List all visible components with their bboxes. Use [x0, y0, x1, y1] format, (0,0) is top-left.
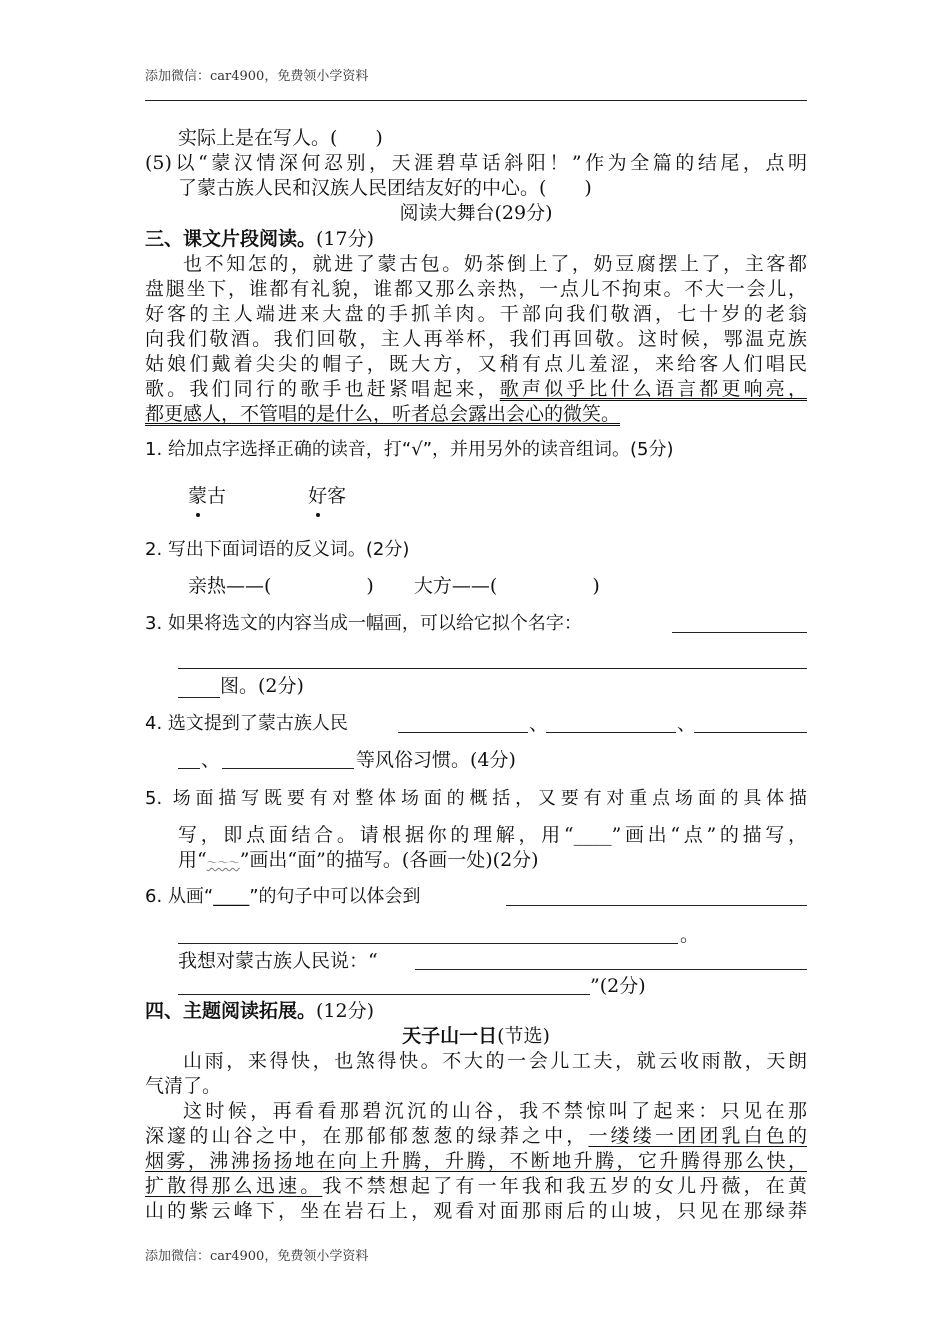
prev-line-1: 实际上是在写人。( ) — [178, 127, 383, 149]
underlined-sentence: 一缕缕一团团乳白色的 — [588, 1125, 807, 1147]
part3-text: 歌。我们同行的歌手也赶紧唱起来， — [145, 378, 500, 400]
header-watermark: 添加微信：car4900，免费领小学资料 — [145, 69, 369, 84]
answer-line[interactable] — [178, 679, 220, 698]
answer-line[interactable] — [178, 994, 590, 995]
dotted-char: 蒙 — [188, 485, 208, 507]
answer-line[interactable] — [506, 905, 807, 906]
prev-line-3: 了蒙古族人民和汉族人民团结友好的中心。( ) — [178, 177, 592, 199]
part3-title: 三、课文片段阅读。 — [145, 228, 317, 250]
q4-text: 4. 选文提到了蒙古族人民 — [145, 713, 348, 734]
article-subtitle: (节选) — [497, 1025, 550, 1047]
answer-line[interactable] — [694, 732, 807, 733]
part3-para-line-4: 向我们敬酒。我们回敬，主人再举杯，我们再回敬。这时候，鄂温克族 — [145, 328, 807, 350]
part3-para-line-3: 好客的主人端进来大盘的手抓羊肉。干部向我们敬酒，七十岁的老翁 — [145, 303, 807, 325]
antonym-blank-1[interactable]: 亲热——( ) — [188, 575, 374, 597]
q4-sep-1: 、 — [529, 713, 549, 735]
article-title — [145, 1024, 807, 1048]
part4-text: 我不禁想起了有一年我和我五岁的女儿丹薇，在黄 — [322, 1175, 807, 1197]
answer-line[interactable] — [546, 732, 676, 733]
part4-heading — [145, 999, 807, 1023]
q6-line-4-end: ”(2分) — [590, 975, 646, 997]
part4-para-line-7: 山的紫云峰下，坐在岩石上，观看对面那雨后的山坡，只见在那绿莽 — [145, 1200, 807, 1222]
part4-para-line-4 — [145, 1124, 807, 1148]
q5-text: 用“ — [178, 849, 207, 871]
section-title: 阅读大舞台(29分) — [399, 202, 553, 224]
question-5: 5. 场面描写既要有对整体场面的概括，又要有对重点场面的具体描 — [145, 788, 807, 809]
answer-line[interactable] — [672, 632, 807, 633]
part3-score: (17分) — [316, 228, 375, 250]
q5-text: ”画出“面”的描写。(各画一处)(2分) — [239, 849, 539, 871]
question-1: 1. 给加点字选择正确的读音，打“√”，并用另外的读音组词。(5分) — [145, 439, 674, 460]
footer-watermark: 添加微信：car4900，免费领小学资料 — [145, 1249, 369, 1264]
prev-line-2: (5)以“蒙汉情深何忍别，天涯碧草话斜阳！”作为全篇的结尾，点明 — [145, 152, 807, 174]
header-rule — [145, 100, 807, 101]
answer-line[interactable] — [178, 768, 200, 769]
wavy-line-sample: ～～～ — [206, 856, 240, 869]
article-title-text: 天子山一日 — [402, 1025, 498, 1047]
underlined-sentence: 烟雾，沸沸扬扬地在向上升腾，升腾，不断地升腾，它升腾得那么快， — [145, 1150, 807, 1172]
q3-tail-text: 图。(2分) — [220, 675, 304, 697]
q2-answers — [188, 574, 850, 598]
dotted-char: 好 — [308, 485, 328, 507]
underlined-sentence: 都更感人，不管唱的是什么，听者总会露出会心的微笑。 — [145, 403, 621, 425]
q6-line-2-end: 。 — [680, 924, 700, 946]
char: 客 — [327, 485, 347, 507]
underlined-sentence: 扩散得那么迅速。 — [145, 1175, 323, 1197]
question-6: 6. 从画“____”的句子中可以体会到 — [145, 886, 421, 907]
antonym-blank-2[interactable]: 大方——( ) — [413, 575, 600, 597]
part4-para-line-1: 山雨，来得快，也煞得快。不大的一会儿工夫，就云收雨散，天朗 — [183, 1050, 807, 1072]
part3-para-line-2: 盘腿坐下，谁都有礼貌，谁都又那么亲热，一点儿不拘束。不大一会儿， — [145, 278, 807, 300]
q3-text: 3. 如果将选文的内容当成一幅画，可以给它拟个名字： — [145, 613, 582, 634]
answer-line[interactable] — [398, 732, 528, 733]
q3-tail — [178, 674, 840, 698]
answer-line[interactable] — [222, 768, 354, 769]
question-2: 2. 写出下面词语的反义词。(2分) — [145, 539, 410, 560]
part3-para-line-7 — [145, 402, 807, 426]
underlined-sentence: 歌声似乎比什么语言都更响亮， — [499, 378, 807, 400]
part4-para-line-6 — [145, 1174, 807, 1198]
part3-para-line-5: 姑娘们戴着尖尖的帽子，既大方，又稍有点儿羞涩，来给客人们唱民 — [145, 353, 807, 375]
part4-text: 深邃的山谷之中，在那郁郁葱葱的绿莽之中， — [145, 1125, 589, 1147]
q4-line-2a: 、 — [201, 749, 221, 771]
part3-heading — [145, 227, 807, 251]
q6-line-3: 我想对蒙古族人民说：“ — [178, 950, 378, 972]
part3-para-line-1: 也不知怎的，就进了蒙古包。奶茶倒上了，奶豆腐摆上了，主客都 — [183, 253, 807, 275]
part4-title: 四、主题阅读拓展。 — [145, 1000, 317, 1022]
q5-line-3 — [178, 848, 840, 875]
q5-line-2: 写，即点面结合。请根据你的理解，用“____”画出“点”的描写， — [178, 824, 807, 846]
char: 古 — [207, 485, 227, 507]
q1-words — [188, 484, 850, 508]
part4-para-line-2: 气清了。 — [145, 1075, 222, 1097]
part3-para-line-6 — [145, 377, 807, 401]
answer-line[interactable] — [178, 943, 678, 944]
q4-sep-2: 、 — [677, 713, 697, 735]
answer-line[interactable] — [178, 668, 807, 669]
part4-para-line-3: 这时候，再看看那碧沉沉的山谷，我不禁惊叫了起来：只见在那 — [183, 1100, 807, 1122]
q4-line-2b: 等风俗习惯。(4分) — [356, 749, 516, 771]
part4-score: (12分) — [316, 1000, 375, 1022]
part4-para-line-5 — [145, 1149, 807, 1173]
answer-line[interactable] — [415, 969, 807, 970]
